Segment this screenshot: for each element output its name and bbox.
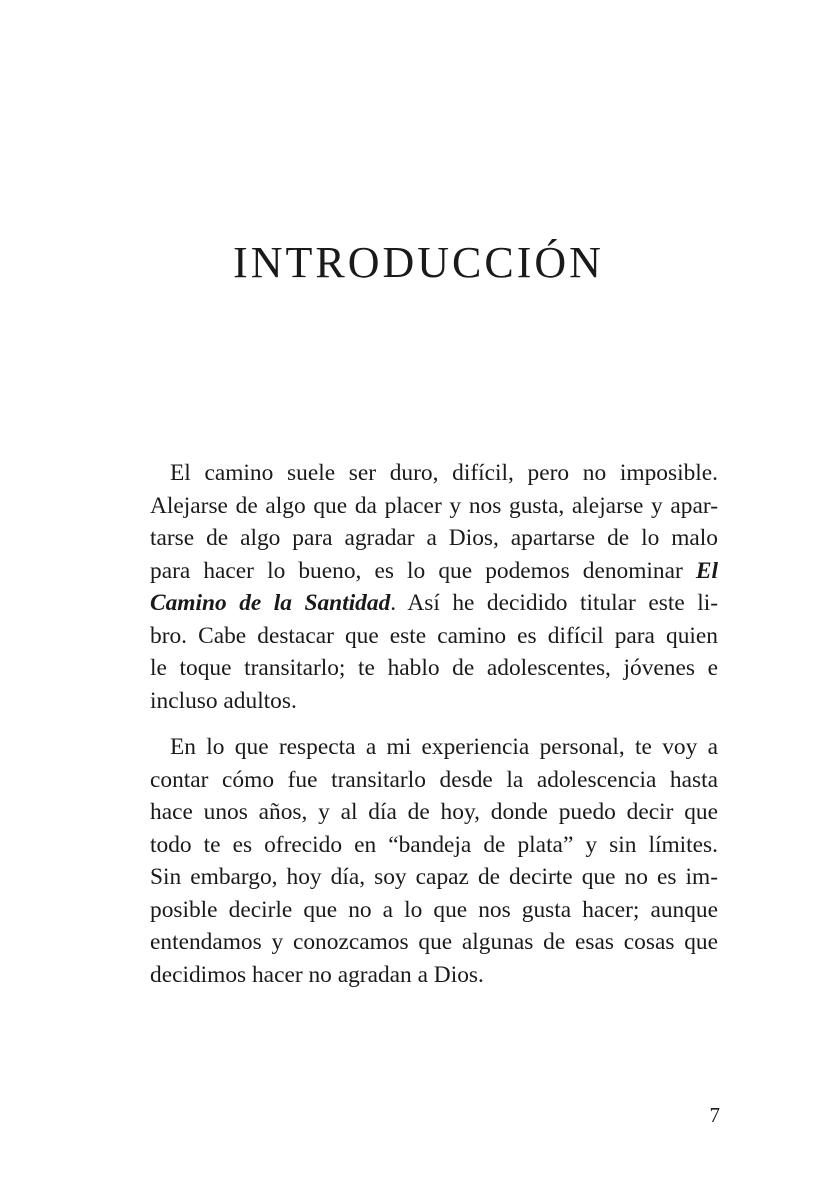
paragraph-2 (150, 731, 718, 991)
book-title-emphasis: Camino de la Santidad (150, 590, 391, 616)
text-line (150, 555, 718, 588)
body-text (150, 457, 718, 1005)
text-line: El camino suele ser duro, difícil, pero no imposible. (170, 460, 718, 486)
text-line: le toque transitarlo; te hablo de adolescentes, jóvenes e (150, 655, 718, 681)
text-fragment: para hacer lo bueno, es lo que podemos denominar (150, 557, 696, 584)
text-line: decidimos hacer no agradan a Dios. (150, 961, 484, 988)
page-number: 7 (709, 1103, 720, 1127)
text-line: contar cómo fue transitarlo desde la adolescencia hasta (150, 766, 718, 793)
chapter-title: INTRODUCCIÓN (233, 238, 604, 287)
text-line: todo te es ofrecido en “bandeja de plata” y sin límites. (150, 831, 718, 858)
text-line (150, 587, 718, 620)
text-line: bro. Cabe destacar que este camino es difícil para quien (150, 622, 718, 649)
paragraph-1 (150, 457, 718, 717)
text-line: Sin embargo, hoy día, soy capaz de decirte que no es im- (150, 864, 718, 890)
text-line: Alejarse de algo que da placer y nos gusta, alejarse y apar- (150, 492, 718, 519)
text-line: En lo que respecta a mi experiencia personal, te voy a (170, 734, 718, 760)
text-fragment: . Así he decidido titular este li- (390, 590, 718, 616)
text-line: incluso adultos. (150, 687, 297, 714)
text-line: tarse de algo para agradar a Dios, apartarse de lo malo (150, 525, 718, 551)
text-line: posible decirle que no a lo que nos gusta hacer; aunque (150, 896, 718, 923)
book-title-emphasis: El (695, 557, 718, 584)
text-line: hace unos años, y al día de hoy, donde puedo decir que (150, 799, 718, 825)
text-line: entendamos y conozcamos que algunas de esas cosas que (150, 929, 718, 955)
